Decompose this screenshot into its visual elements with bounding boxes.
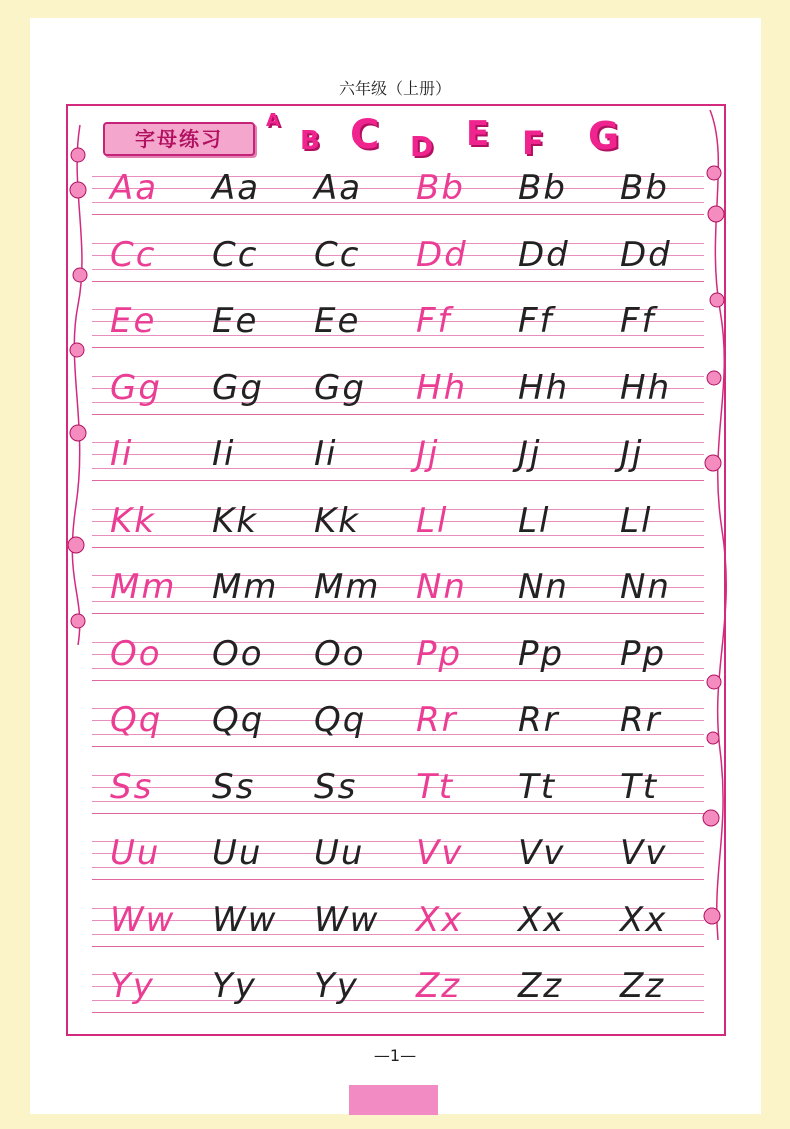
model-letter-pair: Cc	[110, 234, 157, 275]
traced-letter-pair: Ss	[212, 766, 256, 807]
traced-letter-pair: Jj	[620, 434, 644, 474]
model-letter-pair: Bb	[416, 168, 465, 208]
guide-line	[92, 708, 704, 709]
traced-letter-pair: Xx	[518, 899, 566, 940]
traced-letter-pair: Oo	[212, 633, 264, 674]
practice-row	[92, 170, 704, 224]
practice-row	[92, 436, 704, 490]
decor-letter-e: E	[466, 114, 490, 154]
decor-letter-f: F	[522, 124, 544, 162]
left-vine-decoration	[68, 125, 92, 645]
practice-row	[92, 633, 704, 690]
guide-line	[92, 908, 704, 909]
model-letter-pair: Kk	[110, 500, 156, 541]
traced-letter-pair: Jj	[518, 434, 542, 474]
model-letter-pair: Gg	[110, 367, 162, 408]
page-tab-marker	[349, 1085, 438, 1115]
model-letter-pair: Ss	[110, 766, 154, 807]
traced-letter-pair: Ww	[314, 899, 380, 940]
traced-letter-pair: Ww	[212, 899, 278, 940]
model-letter-pair: Dd	[416, 234, 468, 275]
guide-line	[92, 347, 704, 348]
practice-row	[92, 234, 704, 291]
model-letter-pair: Pp	[416, 633, 463, 674]
practice-row	[92, 500, 704, 557]
traced-letter-pair: Tt	[518, 766, 557, 807]
practice-row	[92, 303, 704, 357]
guide-line	[92, 214, 704, 215]
practice-row	[92, 766, 704, 823]
traced-letter-pair: Hh	[620, 367, 672, 408]
guide-line	[92, 335, 704, 336]
traced-letter-pair: Bb	[620, 168, 669, 208]
traced-letter-pair: Uu	[314, 833, 365, 873]
traced-letter-pair: Mm	[314, 567, 381, 607]
traced-letter-pair: Kk	[314, 500, 360, 541]
traced-letter-pair: Ff	[518, 301, 554, 341]
traced-letter-pair: Ll	[620, 500, 653, 541]
guide-line	[92, 281, 704, 282]
guide-line	[92, 468, 704, 469]
decor-letter-b: B	[300, 126, 320, 156]
guide-line	[92, 654, 704, 655]
model-letter-pair: Xx	[416, 899, 464, 940]
guide-line	[92, 442, 704, 443]
model-letter-pair: Ww	[110, 899, 176, 940]
guide-line	[92, 1012, 704, 1013]
guide-line	[92, 188, 704, 189]
traced-letter-pair: Mm	[212, 567, 279, 607]
model-letter-pair: Oo	[110, 633, 162, 674]
traced-letter-pair: Yy	[212, 966, 257, 1006]
guide-line	[92, 414, 704, 415]
traced-letter-pair: Vv	[620, 833, 668, 873]
guide-line	[92, 601, 704, 602]
guide-line	[92, 775, 704, 776]
guide-line	[92, 746, 704, 747]
model-letter-pair: Zz	[416, 966, 462, 1006]
traced-letter-pair: Dd	[518, 234, 570, 275]
practice-row	[92, 367, 704, 424]
guide-line	[92, 934, 704, 935]
guide-line	[92, 867, 704, 868]
guide-line	[92, 309, 704, 310]
traced-letter-pair: Gg	[212, 367, 264, 408]
model-letter-pair: Yy	[110, 966, 155, 1006]
right-vine-decoration	[700, 110, 734, 940]
guide-line	[92, 668, 704, 669]
model-letter-pair: Mm	[110, 567, 177, 607]
practice-row	[92, 569, 704, 623]
practice-row	[92, 899, 704, 956]
traced-letter-pair: Yy	[314, 966, 359, 1006]
guide-line	[92, 879, 704, 880]
traced-letter-pair: Zz	[620, 966, 666, 1006]
model-letter-pair: Nn	[416, 567, 467, 607]
guide-line	[92, 813, 704, 814]
decor-letter-c: C	[350, 112, 380, 158]
guide-line	[92, 255, 704, 256]
traced-letter-pair: Ss	[314, 766, 358, 807]
model-letter-pair: Tt	[416, 766, 455, 807]
traced-letter-pair: Oo	[314, 633, 366, 674]
guide-line	[92, 454, 704, 455]
traced-letter-pair: Ii	[212, 434, 236, 474]
guide-line	[92, 642, 704, 643]
guide-line	[92, 946, 704, 947]
model-letter-pair: Ee	[110, 301, 157, 341]
guide-line	[92, 1000, 704, 1001]
decor-letter-a: A	[266, 110, 280, 131]
guide-line	[92, 388, 704, 389]
guide-line	[92, 480, 704, 481]
guide-line	[92, 720, 704, 721]
traced-letter-pair: Cc	[212, 234, 259, 275]
guide-line	[92, 920, 704, 921]
traced-letter-pair: Uu	[212, 833, 263, 873]
guide-line	[92, 521, 704, 522]
traced-letter-pair: Bb	[518, 168, 567, 208]
guide-line	[92, 243, 704, 244]
traced-letter-pair: Ff	[620, 301, 656, 341]
traced-letter-pair: Kk	[212, 500, 258, 541]
guide-line	[92, 974, 704, 975]
guide-line	[92, 801, 704, 802]
traced-letter-pair: Pp	[518, 633, 565, 674]
model-letter-pair: Qq	[110, 700, 163, 740]
page-number: —1—	[373, 1046, 417, 1065]
traced-letter-pair: Rr	[620, 700, 662, 740]
guide-line	[92, 613, 704, 614]
traced-letter-pair: Pp	[620, 633, 667, 674]
guide-line	[92, 986, 704, 987]
guide-line	[92, 509, 704, 510]
traced-letter-pair: Rr	[518, 700, 560, 740]
guide-line	[92, 402, 704, 403]
model-letter-pair: Ll	[416, 500, 449, 541]
model-letter-pair: Hh	[416, 367, 468, 408]
traced-letter-pair: Ll	[518, 500, 551, 541]
traced-letter-pair: Xx	[620, 899, 668, 940]
traced-letter-pair: Vv	[518, 833, 566, 873]
model-letter-pair: Aa	[110, 168, 159, 208]
section-title: 字母练习	[103, 122, 255, 156]
model-letter-pair: Vv	[416, 833, 464, 873]
practice-row	[92, 835, 704, 889]
model-letter-pair: Rr	[416, 700, 458, 740]
guide-line	[92, 376, 704, 377]
practice-row	[92, 702, 704, 756]
guide-line	[92, 202, 704, 203]
traced-letter-pair: Tt	[620, 766, 659, 807]
decor-letter-g: G	[588, 114, 620, 158]
guide-line	[92, 575, 704, 576]
traced-letter-pair: Ee	[314, 301, 361, 341]
guide-line	[92, 787, 704, 788]
traced-letter-pair: Ii	[314, 434, 338, 474]
traced-letter-pair: Zz	[518, 966, 564, 1006]
traced-letter-pair: Nn	[518, 567, 569, 607]
model-letter-pair: Jj	[416, 434, 440, 474]
traced-letter-pair: Qq	[212, 700, 265, 740]
traced-letter-pair: Cc	[314, 234, 361, 275]
model-letter-pair: Uu	[110, 833, 161, 873]
guide-line	[92, 321, 704, 322]
guide-line	[92, 853, 704, 854]
model-letter-pair: Ff	[416, 301, 452, 341]
guide-line	[92, 734, 704, 735]
model-letter-pair: Ii	[110, 434, 134, 474]
guide-line	[92, 587, 704, 588]
traced-letter-pair: Qq	[314, 700, 367, 740]
guide-line	[92, 535, 704, 536]
page-header: 六年级（上册）	[338, 79, 451, 98]
decor-letter-d: D	[410, 130, 434, 163]
traced-letter-pair: Gg	[314, 367, 366, 408]
guide-line	[92, 841, 704, 842]
guide-line	[92, 547, 704, 548]
guide-line	[92, 680, 704, 681]
traced-letter-pair: Ee	[212, 301, 259, 341]
practice-row	[92, 968, 704, 1022]
traced-letter-pair: Aa	[212, 168, 261, 208]
traced-letter-pair: Aa	[314, 168, 363, 208]
traced-letter-pair: Hh	[518, 367, 570, 408]
guide-line	[92, 176, 704, 177]
traced-letter-pair: Nn	[620, 567, 671, 607]
guide-line	[92, 269, 704, 270]
traced-letter-pair: Dd	[620, 234, 672, 275]
